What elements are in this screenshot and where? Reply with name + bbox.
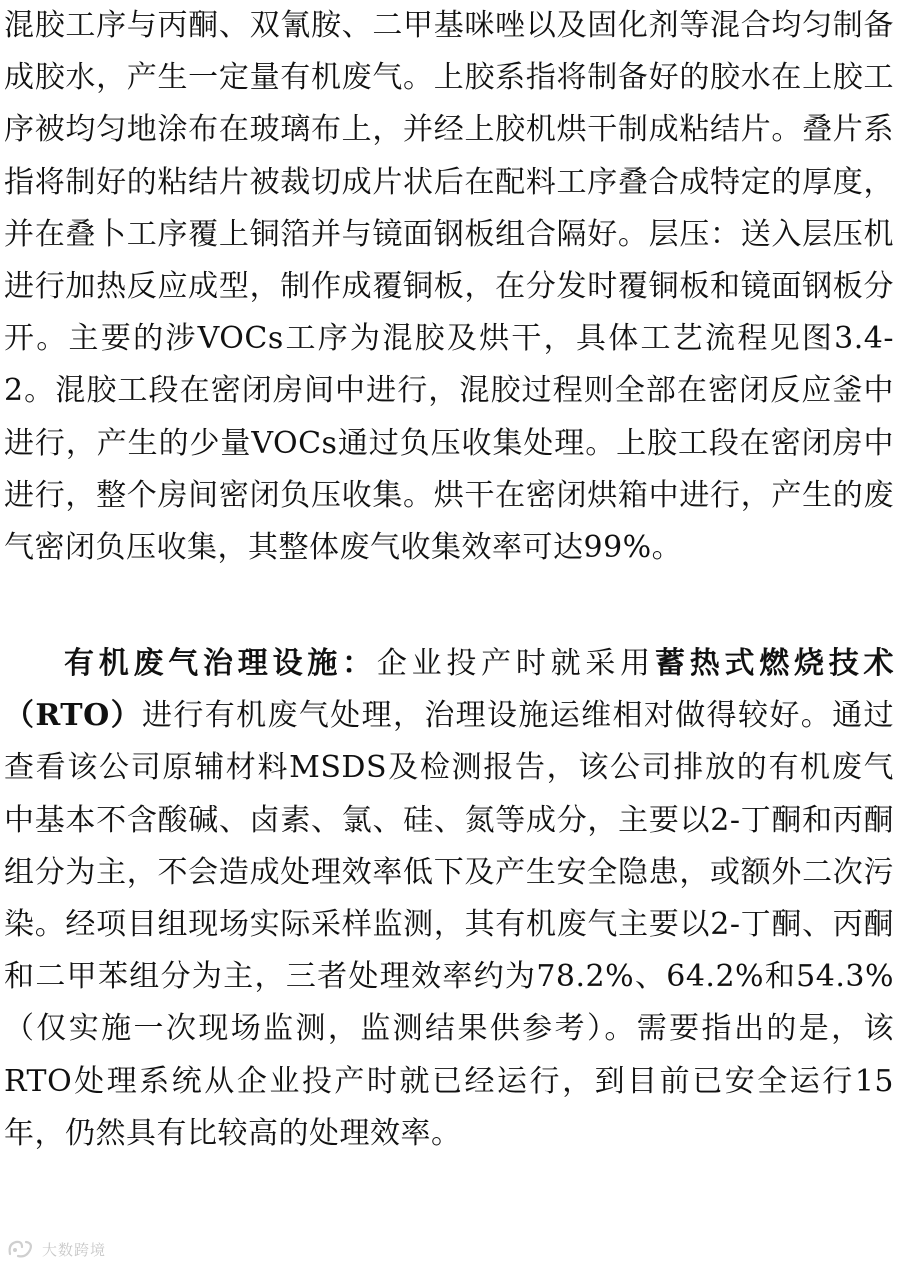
watermark-logo-icon <box>6 1238 36 1260</box>
paragraph-treatment-facility <box>0 638 900 1160</box>
paragraph-text-b: 进行有机废气处理，治理设施运维相对做得较好。通过查看该公司原辅材料MSDS及检测报告，该公司排放的有机废气中基本不含酸碱、卤素、氯、硅、氮等成分，主要以2-丁酮和丙酮组分为主，不会造成处理效率低下及产生安全隐患，或额外二次污染。经项目组现场实际采样监测，其有机废气主要以2-丁酮、丙酮和二甲苯组分为主，三者处理效率约为78.2%、64.2%和54.3%（仅实施一次现场监测，监测结果供参考）。需要指出的是，该RTO处理系统从企业投产时就已经运行，到目前已安全运行15年，仍然具有比较高的处理效率。 <box>4 698 894 1151</box>
watermark-text: 大数跨境 <box>42 1240 107 1259</box>
watermark <box>6 1236 106 1262</box>
rto-highlight: 蓄热式燃烧技术（RTO） <box>4 646 895 734</box>
paragraph-text-a: 企业投产时就采用 <box>376 646 655 681</box>
section-heading: 有机废气治理设施： <box>64 646 377 681</box>
paragraph-process-description: 混胶工序与丙酮、双氰胺、二甲基咪唑以及固化剂等混合均匀制备成胶水，产生一定量有机废气。上胶系指将制备好的胶水在上胶工序被均匀地涂布在玻璃布上，并经上胶机烘干制成粘结片。叠片系指将制好的粘结片被裁切成片状后在配料工序叠合成特定的厚度，并在叠卜工序覆上铜箔并与镜面钢板组合隔好。层压：送入层压机进行加热反应成型，制作成覆铜板，在分发时覆铜板和镜面钢板分开。主要的涉VOCs工序为混胶及烘干，具体工艺流程见图3.4-2。混胶工段在密闭房间中进行，混胶过程则全部在密闭反应釜中进行，产生的少量VOCs通过负压收集处理。上胶工段在密闭房中进行，整个房间密闭负压收集。烘干在密闭烘箱中进行，产生的废气密闭负压收集，其整体废气收集效率可达99%。 <box>4 8 894 566</box>
